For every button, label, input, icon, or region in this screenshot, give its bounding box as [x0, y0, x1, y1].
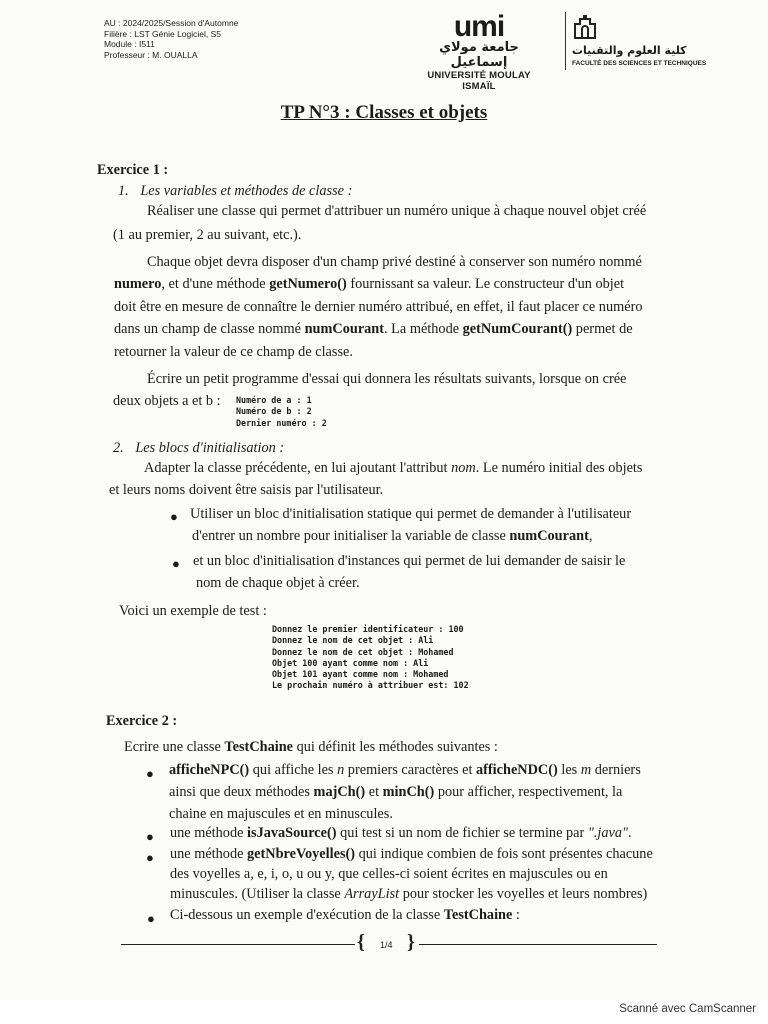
- course-info: [104, 18, 238, 60]
- part1-number: 1.: [118, 183, 129, 199]
- ex2-bullet1-line2: [169, 783, 622, 801]
- method-name: majCh(): [313, 784, 366, 800]
- text-run: derniers: [591, 762, 641, 778]
- academic-year-line: AU : 2024/2025/Session d'Automne: [104, 18, 239, 28]
- expected-output-1: [236, 395, 327, 429]
- ex1-paragraph2-line4: [114, 320, 633, 338]
- logo-divider: [565, 12, 566, 70]
- page-title: TP N°3 : Classes et objets: [280, 102, 488, 123]
- ex1-bullet2-line2: nom de chaque objet à créer.: [196, 575, 360, 591]
- text-run: ,: [588, 528, 593, 544]
- method-name: isJavaSource(): [247, 825, 337, 841]
- ex2-bullet2: [170, 824, 632, 842]
- text-run: qui affiche les: [249, 762, 338, 778]
- text-run: pour stocker les voyelles et leurs nombres): [399, 886, 648, 902]
- output-line: Numéro de a : 1: [236, 395, 312, 405]
- ex1-bullet1-line1: Utiliser un bloc d'initialisation statique qui permet de demander à l'utilisateur: [190, 506, 632, 522]
- file-extension: ".java": [587, 825, 629, 841]
- text-run: premiers caractères et: [344, 762, 476, 778]
- scanner-watermark: Scanné avec CamScanner: [619, 1003, 756, 1015]
- bullet-icon: ●: [147, 911, 155, 926]
- text-run: .: [628, 825, 632, 841]
- footer-rule-right: [419, 944, 657, 945]
- faculty-emblem-icon: [572, 14, 598, 40]
- part2-heading: [113, 439, 284, 457]
- text-run: :: [512, 907, 520, 923]
- text-run: une méthode: [170, 825, 248, 841]
- ex1-paragraph3-line2: deux objets a et b :: [113, 393, 221, 409]
- ex1-bullet1-line2: [192, 527, 592, 545]
- method-getnumero: getNumero(): [269, 276, 347, 292]
- output-line: Donnez le premier identificateur : 100: [272, 624, 464, 634]
- bullet-icon: ●: [172, 556, 180, 571]
- param-name: n: [337, 762, 345, 778]
- ex1-paragraph1-line1: Réaliser une classe qui permet d'attribuer un numéro unique à chaque nouvel objet créé: [147, 203, 647, 219]
- param-name: m: [580, 762, 592, 778]
- example-intro: Voici un exemple de test :: [119, 603, 267, 619]
- class-name: ArrayList: [344, 886, 400, 902]
- expected-output-2: [272, 624, 469, 692]
- bullet-icon: ●: [170, 509, 178, 524]
- ex1-paragraph3-line1: Écrire un petit programme d'essai qui donnera les résultats suivants, lorsque on crée: [147, 371, 627, 387]
- ex2-bullet1-line1: [169, 761, 641, 779]
- field-numcourant: numCourant: [509, 528, 589, 544]
- faculty-name: FACULTÉ DES SCIENCES ET TECHNIQUES: [572, 60, 707, 67]
- part1-title: Les variables et méthodes de classe :: [140, 183, 353, 199]
- text-run: Ci-dessous un exemple d'exécution de la classe: [170, 907, 444, 923]
- module-line: Module : I511: [104, 39, 155, 49]
- ex1-paragraph4-line1: [144, 459, 642, 477]
- text-run: ainsi que deux méthodes: [169, 784, 314, 800]
- field-numcourant: numCourant: [304, 321, 385, 337]
- bullet-icon: ●: [146, 766, 154, 781]
- ex1-paragraph2-line3: doit être en mesure de connaître le dernier numéro attribué, en effet, il faut placer ce numéro: [114, 299, 643, 315]
- program-line: Filière : LST Génie Logiciel, S5: [104, 28, 222, 39]
- ex2-bullet3-line2: des voyelles a, e, i, o, u ou y, que celles-ci soient écrites en majuscules ou en: [170, 866, 608, 882]
- faculty-name-arabic: كلية العلوم والتقنيات: [572, 44, 687, 57]
- footer-rule-left: [121, 944, 355, 945]
- ex2-bullet3-line1: [170, 845, 653, 863]
- ex1-paragraph2-line2: [114, 275, 624, 293]
- umi-logo-mark: umi: [453, 10, 505, 43]
- exercise1-heading: Exercice 1 :: [97, 162, 169, 178]
- text-run: d'entrer un nombre pour initialiser la variable de classe: [192, 528, 510, 544]
- part2-number: 2.: [113, 440, 124, 456]
- text-run: qui définit les méthodes suivantes :: [293, 739, 498, 755]
- ex1-paragraph4-line2: et leurs noms doivent être saisis par l'utilisateur.: [109, 482, 384, 498]
- text-run: dans un champ de classe nommé: [114, 321, 305, 337]
- ex1-paragraph2-line1: Chaque objet devra disposer d'un champ privé destiné à conserver son numéro nommé: [147, 254, 642, 270]
- footer-brace-right: }: [407, 931, 415, 953]
- text-run: une méthode: [170, 846, 248, 862]
- university-name: UNIVERSITÉ MOULAY ISMAÏL: [427, 70, 531, 92]
- ex2-bullet4: [170, 906, 520, 924]
- part1-heading: [118, 182, 352, 200]
- output-line: Donnez le nom de cet objet : Ali: [272, 635, 434, 646]
- ex1-paragraph2-line5: retourner la valeur de ce champ de classe.: [114, 344, 353, 360]
- ex2-intro: [124, 738, 498, 756]
- output-line: Objet 101 ayant comme nom : Mohamed: [272, 669, 449, 680]
- method-name: afficheNDC(): [476, 762, 558, 778]
- attribute-nom: nom: [451, 460, 476, 476]
- text-run: fournissant sa valeur. Le constructeur d'un objet: [346, 276, 625, 292]
- method-getnumcourant: getNumCourant(): [462, 321, 573, 337]
- university-name-arabic: جامعة مولاي إسماعيل: [439, 40, 519, 70]
- output-line: Donnez le nom de cet objet : Mohamed: [272, 646, 454, 657]
- text-run: permet de: [572, 321, 633, 337]
- text-run: . La méthode: [384, 321, 463, 337]
- class-testchaine: TestChaine: [443, 907, 513, 923]
- method-name: minCh(): [382, 784, 435, 800]
- text-run: qui indique combien de fois sont présentes chacune: [355, 846, 653, 862]
- text-run: Adapter la classe précédente, en lui ajoutant l'attribut: [144, 460, 452, 476]
- field-numero: numero: [114, 276, 162, 292]
- text-run: pour afficher, respectivement, la: [434, 784, 623, 800]
- ex1-bullet2-line1: et un bloc d'initialisation d'instances qui permet de lui demander de saisir le: [193, 553, 626, 569]
- output-line: Objet 100 ayant comme nom : Ali: [272, 657, 429, 668]
- part2-title: Les blocs d'initialisation :: [135, 440, 285, 456]
- university-logo: [418, 10, 540, 92]
- output-line: Le prochain numéro à attribuer est: 102: [272, 680, 469, 691]
- page-number: 1/4: [380, 940, 393, 950]
- output-line: Numéro de b : 2: [236, 406, 312, 417]
- faculty-logo: [572, 10, 707, 70]
- bullet-icon: ●: [146, 850, 154, 865]
- text-run: . Le numéro initial des objets: [475, 460, 643, 476]
- text-run: et: [365, 784, 383, 800]
- exercise2-heading: Exercice 2 :: [106, 713, 178, 729]
- ex2-bullet3-line3: [170, 885, 647, 903]
- text-run: minuscules. (Utiliser la classe: [170, 886, 345, 902]
- text-run: les: [557, 762, 581, 778]
- professor-line: Professeur : M. OUALLA: [104, 49, 198, 60]
- text-run: qui test si un nom de fichier se termine par: [336, 825, 588, 841]
- text-run: Ecrire une classe: [124, 739, 225, 755]
- ex2-bullet1-line3: chaine en majuscules et en minuscules.: [169, 806, 393, 822]
- method-name: getNbreVoyelles(): [247, 846, 356, 862]
- class-testchaine: TestChaine: [224, 739, 294, 755]
- footer-brace-left: {: [357, 931, 365, 953]
- text-run: , et d'une méthode: [161, 276, 270, 292]
- output-line: Dernier numéro : 2: [236, 417, 327, 428]
- method-name: afficheNPC(): [169, 762, 250, 778]
- bullet-icon: ●: [146, 829, 154, 844]
- ex1-paragraph1-line2: (1 au premier, 2 au suivant, etc.).: [113, 227, 302, 243]
